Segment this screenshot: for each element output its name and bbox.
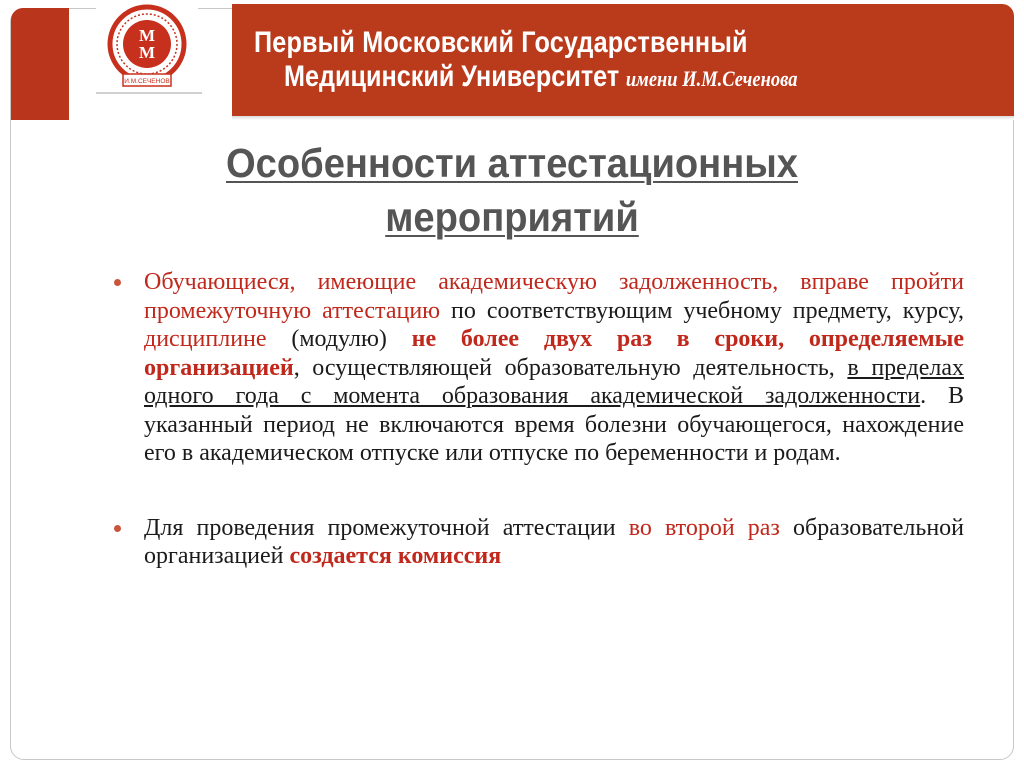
bullet2-segment: во второй раз bbox=[628, 514, 780, 541]
university-logo bbox=[96, 2, 198, 94]
bullet2-segment: Для проведения промежуточной аттестации bbox=[144, 514, 629, 541]
university-name-line2 bbox=[284, 60, 797, 94]
bullet1-segment: по соответствующим учебному предмету, курсу, bbox=[440, 297, 964, 324]
university-seal-icon bbox=[101, 4, 193, 92]
corner-accent-bar bbox=[11, 8, 69, 120]
slide-title bbox=[175, 136, 848, 244]
bullet1-segment: (модулю) bbox=[266, 326, 412, 352]
svg-text:M: M bbox=[138, 26, 156, 45]
logo-ribbon-text: И.М.СЕЧЕНОВ bbox=[124, 78, 170, 85]
university-name-line1: Первый Московский Государственный bbox=[254, 26, 748, 59]
bullet1-segment: , осуществляющей образовательную деятельность, bbox=[293, 354, 848, 381]
bullet1-segment-underlined: в пределах одного года с момента образования академической задолженности bbox=[144, 354, 964, 409]
header-banner bbox=[232, 4, 1014, 116]
bullet-item-1 bbox=[112, 268, 964, 468]
bullet-dot-icon bbox=[114, 525, 121, 532]
university-name-suffix: имени И.М.Сеченова bbox=[625, 66, 798, 91]
bullet2-segment-bold: создается комиссия bbox=[289, 543, 502, 569]
header-shadow bbox=[232, 116, 1014, 120]
bullet-list bbox=[112, 268, 964, 571]
bullet-item-2 bbox=[112, 514, 964, 571]
bullet1-segment: дисциплине bbox=[144, 326, 267, 352]
university-name-line2-main: Медицинский Университет bbox=[284, 60, 620, 93]
bullet1-segment: . В указанный период не включаются время болезни обучающегося, нахождение его в академическом отпуске или отпуске по беременности и родам. bbox=[144, 383, 964, 466]
logo-divider bbox=[96, 92, 202, 94]
slide-title-line2: мероприятий bbox=[385, 194, 639, 240]
bullet1-segment-bold: не более двух раз в сроки, определяемые организацией bbox=[144, 326, 964, 381]
svg-text:M: M bbox=[138, 43, 156, 62]
bullet2-segment: образовательной организацией bbox=[144, 514, 965, 569]
bullet1-segment: Обучающиеся, имеющие академическую задолженность, вправе пройти промежуточную аттестацию bbox=[144, 269, 964, 324]
bullet-dot-icon bbox=[114, 279, 121, 286]
slide-title-line1: Особенности аттестационных bbox=[225, 140, 799, 186]
